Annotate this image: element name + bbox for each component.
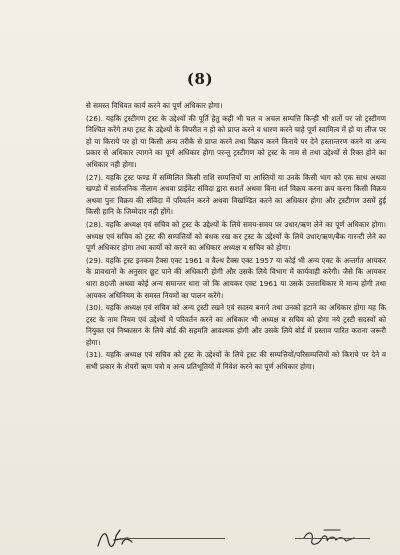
- clause-27: (27). यहकि ट्रस्ट फण्ड में सम्मिलित किसी राशि सम्पत्तियों या आस्तियों या उनके किसी भाग को एक साथ अथवा खण्डो में सार्वजनिक नीलाम अथवा प्राईवेट संविदा द्वारा सशर्त अथवा बिना शर्त विक्रय करना क्रय करना किसी विक्रय अथवा पुनः विक्रय की संविदा में परिवर्तन करने अथवा विखण्डित करने का अधिकार होगा और ट्रस्टीगण उसमें हुई किसी हानि के जिम्मेदार नही होंगे।: [86, 172, 386, 217]
- document-body: [86, 100, 386, 374]
- page-number: (8): [186, 70, 214, 88]
- right-signature: [300, 526, 360, 552]
- clause-26: (26). यहकि ट्रस्टीगण ट्रस्ट के उद्देश्यों की पूर्ति हेतु कही भी चल व अचल सम्पत्ति किन्ही भी शर्तो पर जो ट्रस्टीगण निश्चित करेंगे तथा ट्रस्ट के उद्देश्यों के विपरीत न हो को प्राप्त करने व धारण करने चाहे पूर्ण स्वामित्व में हो या लीज पर हो या किराये पर हो या किसी अन्य तरीके से प्राप्त करने तथा विक्रय करने किराये पर देने हस्तान्तरण करने या अन्य प्रकार से अधिकार त्यागने का पूर्ण अधिकार होगा परन्तु ट्रस्टीगण को ट्रस्ट के नाम से तथा उद्देश्यों से रिक्त होने का अधिकार नही होगा।: [86, 113, 386, 169]
- signature-line-left: [120, 538, 225, 539]
- clause-30: (30). यहकि अध्यक्ष एवं सचिव को अन्य ट्रस्टी रखने एवं सदस्य बनाने तथा उनको हटाने का अधिकार होगा यह कि ट्रस्ट के नाम नियम एवं उद्देश्यों मे परिवर्तन करने का अधिकार भी अध्यक्ष व सचिव को होगा नये ट्रस्टी सदस्यों को नियुक्त एवं निष्कासन के लिये बोर्ड की सहमति आवश्यक होगी और उसके लिये बोर्ड में प्रस्ताव पारित कराना जरूरी होगा।: [86, 303, 386, 347]
- signature-area: [80, 524, 390, 555]
- clause-28: (28). यहकि अध्यक्ष एवं सचिव को ट्रस्ट के उद्देश्यों के लिये समय-समय पर उधार/ऋण लेने का पूर्ण अधिकार होगा। अध्यक्ष एवं सचिव को ट्रस्ट की सम्पत्तियों को बंधक रख कर ट्रस्ट के उद्देश्यों के लिये उधार/ऋण/बैंक गारन्टी लेने का पूर्ण अधिकार होगा तथा कार्यो को करने का अधिकार अध्यक्ष व सचिव को होगा।: [86, 219, 386, 253]
- clause-31: (31). यहकि अध्यक्ष एवं सचिव को ट्रस्ट के उद्देश्यों के लिये ट्रस्ट की सम्पत्तियों/परिसम्पत्तियों को किराये पर देने व सभी प्रकार के शेयरों ऋण पत्रो व अन्य प्रतिभूतियों में निवेश करने का पूर्ण अधिकार होगा।: [86, 350, 386, 372]
- left-signature: [94, 526, 136, 552]
- signature-line-right: [295, 538, 370, 539]
- paragraph-continuation: से समस्त विधिवत कार्य करने का पूर्ण अधिकार होगा।: [86, 101, 223, 110]
- clause-29: (29). यहकि ट्रस्ट इनकम टैक्स एक्ट 1961 व वैल्थ टैक्स एक्ट 1957 या कोई भी अन्य एक्ट के अन्तर्गत आयकर के प्रावधानों के अनुसार छूट पाने की अधिकारी होगी और उसके लिये विभाग में कार्यवाही करेगी। जैसे कि आयकर धारा 80जी अथवा कोई अन्य समान्तर धारा जो कि आयकर एक्ट 1961 या उसके उत्तराधिकार मे मान्य होगी तथा आयकर अधिनियम के समस्त नियमों का पालन करेंगे।: [86, 255, 386, 300]
